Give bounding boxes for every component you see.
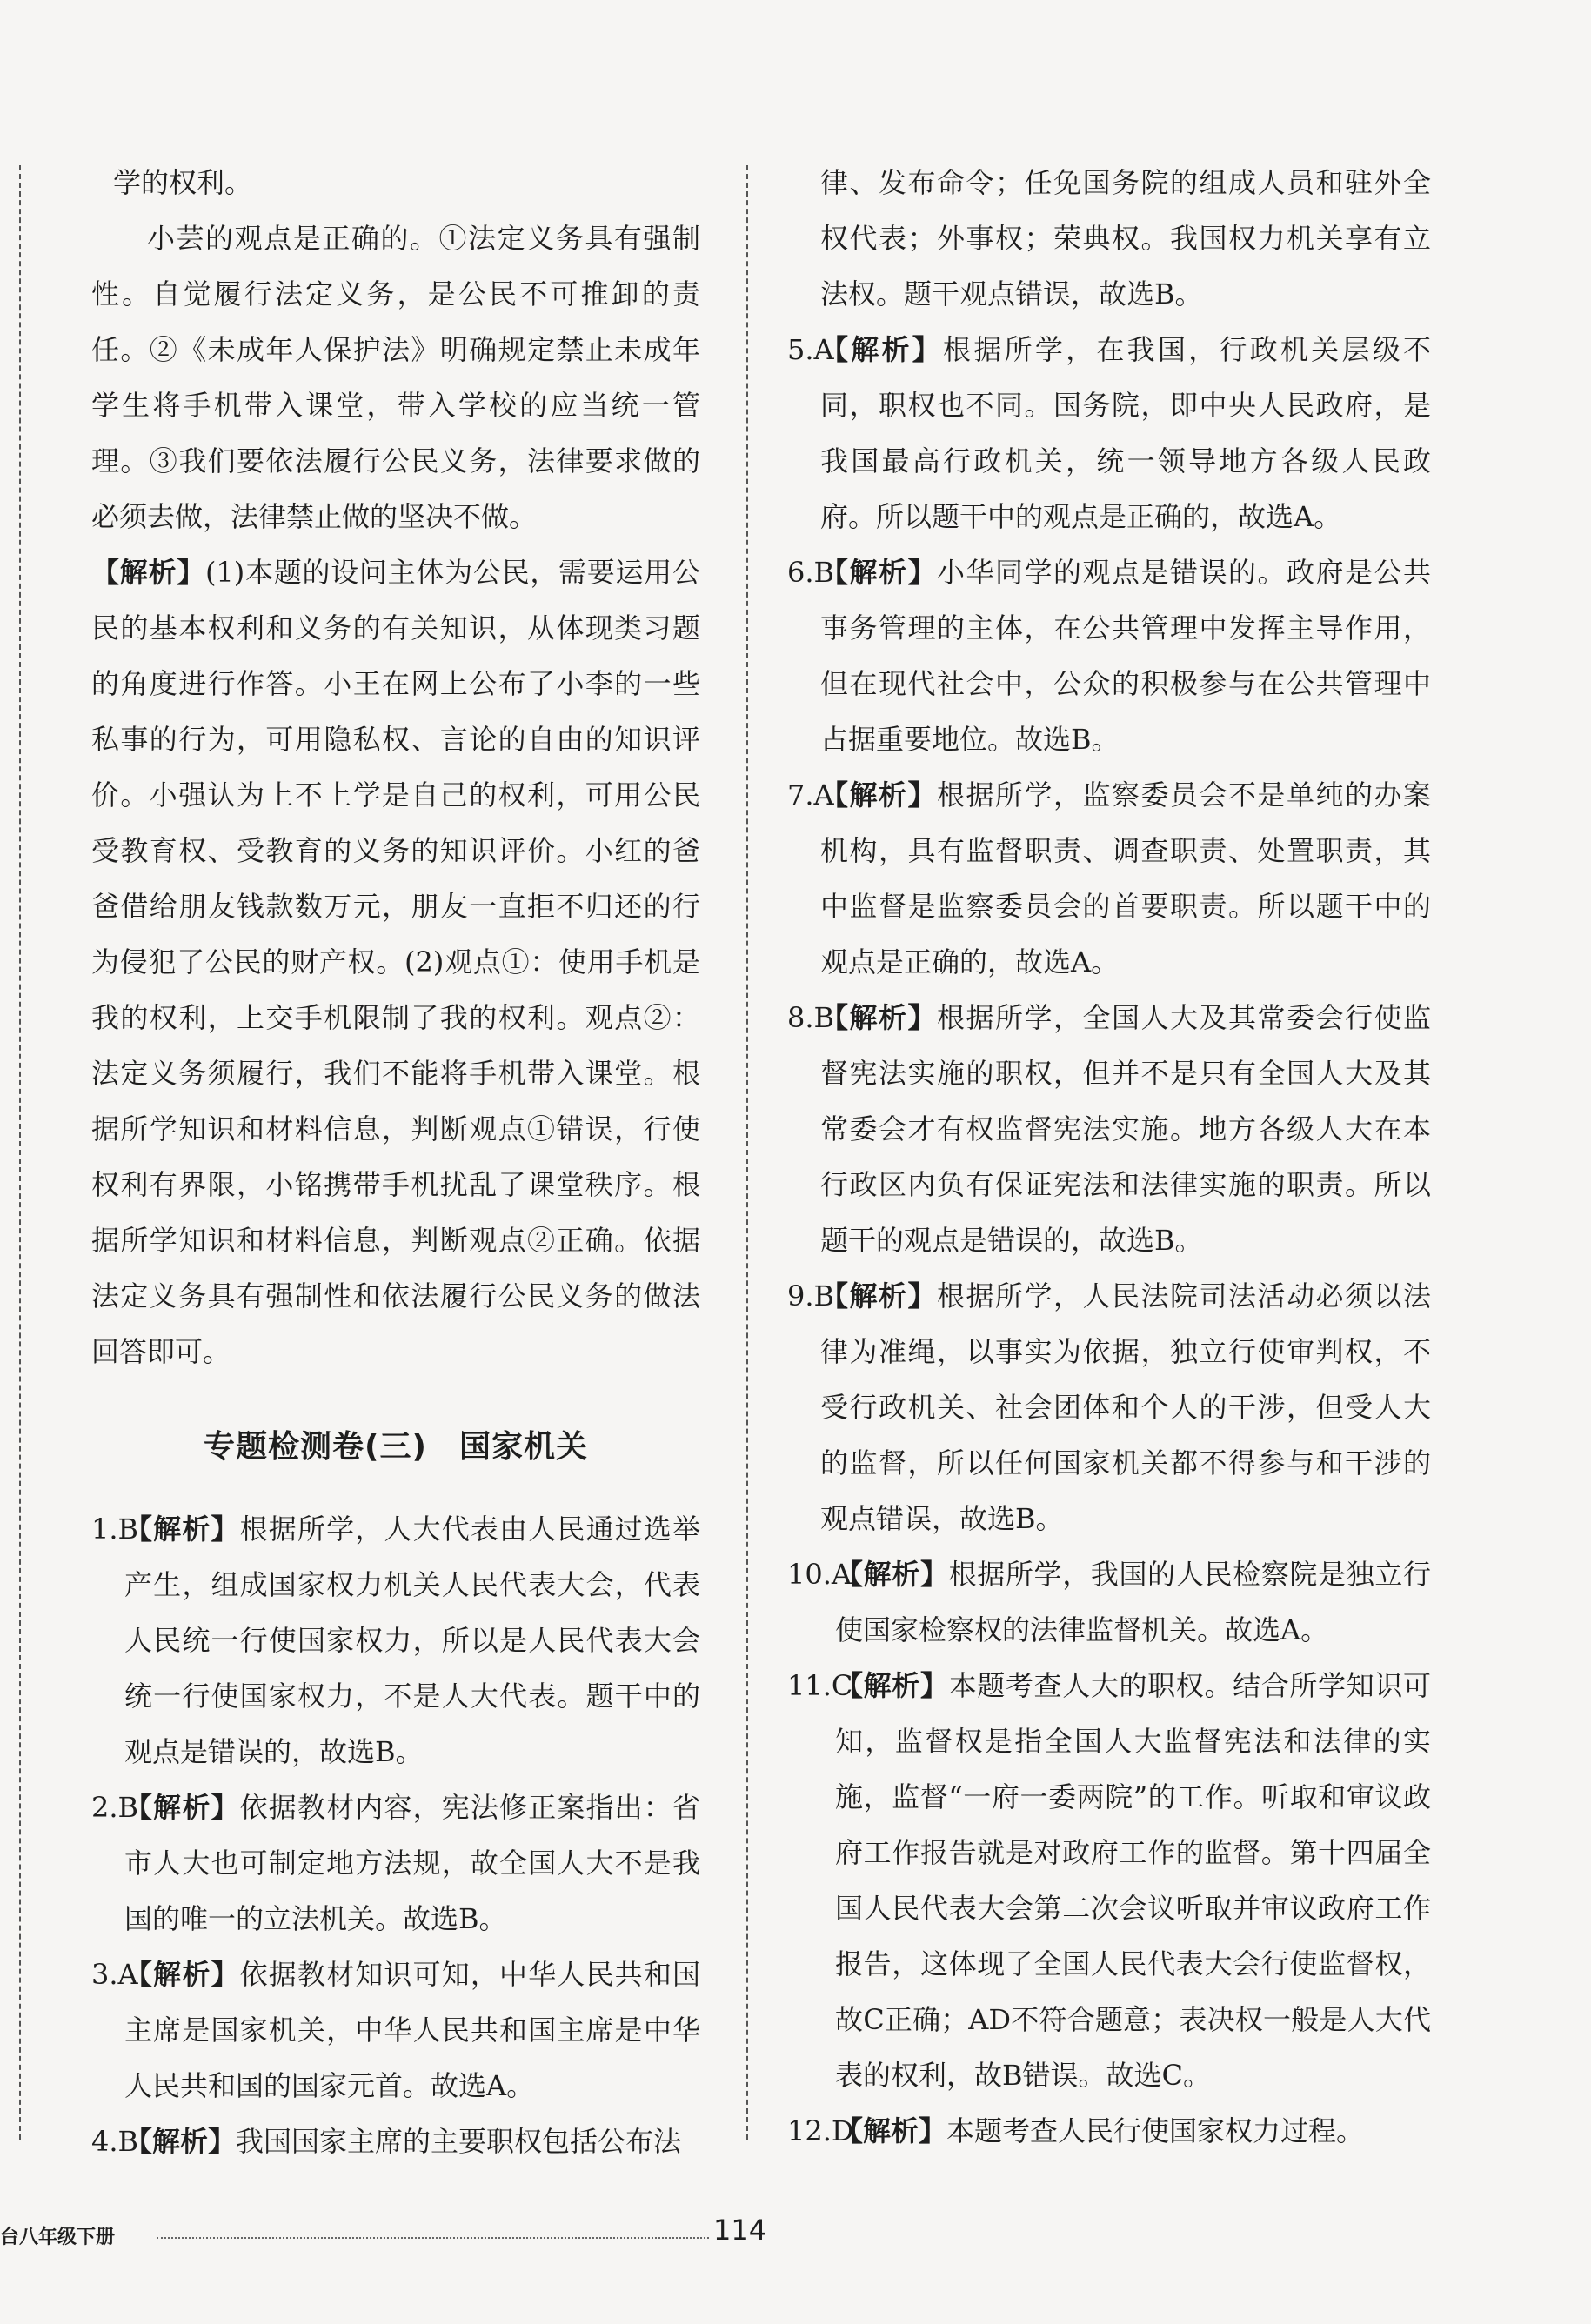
- answer-item-10: [787, 1546, 1431, 1658]
- item-text: 根据所学，在我国，行政机关层级不同，职权也不同。国务院，即中央人民政府，是我国最高行政机关，统一领导地方各级人民政府。所以题干中的观点是正确的，故选A。: [820, 333, 1431, 533]
- item-text: 本题考查人大的职权。结合所学知识可知，监督权是指全国人大监督宪法和法律的实施，监督“一府一委两院”的工作。听取和审议政府工作报告就是对政府工作的监督。第十四届全国人民代表大会第二次会议听取并审议政府工作报告，这体现了全国人民代表大会行使监督权，故C正确；AD不符合题意；表决权一般是人大代表的权利，故B错误。故选C。: [835, 1669, 1431, 2092]
- item-text: 根据所学，全国人大及其常委会行使监督宪法实施的职权，但并不是只有全国人大及其常委会才有权监督宪法实施。地方各级人大在本行政区内负有保证宪法和法律实施的职责。所以题干的观点是错误的，故选B。: [820, 1001, 1431, 1257]
- answer-item-9: [787, 1268, 1431, 1546]
- page-number: 114: [713, 2214, 767, 2247]
- item-text: 根据所学，人民法院司法活动必须以法律为准绳，以事实为依据，独立行使审判权，不受行政机关、社会团体和个人的干涉，但受人大的监督，所以任何国家机关都不得参与和干涉的观点错误，故选B。: [820, 1279, 1431, 1535]
- item-number: 8.B: [787, 1001, 835, 1034]
- column-divider: [746, 165, 748, 2140]
- item-number: 5.A: [787, 333, 834, 366]
- item-text: 根据所学，监察委员会不是单纯的办案机构，具有监督职责、调查职责、处置职责，其中监督是监察委员会的首要职责。所以题干中的观点是正确的，故选A。: [820, 778, 1431, 978]
- left-column: [91, 155, 700, 2169]
- analysis-label: 【解析】: [820, 778, 937, 811]
- item-text: 我国国家主席的主要职权包括公布法: [236, 2125, 682, 2158]
- answer-item-1: [91, 1501, 700, 1780]
- item-text: 小华同学的观点是错误的。政府是公共事务管理的主体，在公共管理中发挥主导作用，但在现代社会中，公众的积极参与在公共管理中占据重要地位。故选B。: [820, 556, 1431, 756]
- item-number: 1.B: [91, 1513, 139, 1546]
- item-number: 7.A: [787, 778, 834, 811]
- answer-item-8: [787, 990, 1431, 1268]
- analysis-label: 【解析】: [835, 1558, 949, 1591]
- analysis-label: 【解析】: [820, 333, 944, 366]
- book-label: 台八年级下册: [0, 2227, 116, 2248]
- answer-item-2: [91, 1780, 700, 1947]
- answer-item-7: [787, 767, 1431, 990]
- answer-item-4: [91, 2114, 700, 2169]
- continued-text: 学的权利。: [113, 166, 253, 199]
- answer-paragraph: 小芸的观点是正确的。①法定义务具有强制性。自觉履行法定义务，是公民不可推卸的责任。②《未成年人保护法》明确规定禁止未成年学生将手机带入课堂，带入学校的应当统一管理。③我们要依法履行公民义务，法律要求做的必须去做，法律禁止做的坚决不做。: [91, 222, 700, 533]
- item-text: 依据教材内容，宪法修正案指出：省市人大也可制定地方法规，故全国人大不是我国的唯一的立法机关。故选B。: [124, 1791, 700, 1935]
- item-number: 6.B: [787, 556, 835, 589]
- item-text: 本题考查人民行使国家权力过程。: [946, 2114, 1365, 2147]
- analysis-paragraph: [91, 544, 700, 1379]
- analysis-label: 【解析】: [124, 1513, 240, 1546]
- item-text: 依据教材知识可知，中华人民共和国主席是国家机关，中华人民共和国主席是中华人民共和国的国家元首。故选A。: [124, 1958, 700, 2102]
- continued-text: 律、发布命令；任免国务院的组成人员和驻外全权代表；外事权；荣典权。我国权力机关享有立法权。题干观点错误，故选B。: [820, 166, 1431, 311]
- answer-item-3: [91, 1947, 700, 2114]
- item-number: 3.A: [91, 1958, 138, 1991]
- analysis-label: 【解析】: [124, 1791, 240, 1824]
- item-text: 根据所学，人大代表由人民通过选举产生，组成国家权力机关人民代表大会，代表人民统一行使国家权力，所以是人民代表大会统一行使国家权力，不是人大代表。题干中的观点是错误的，故选B。: [124, 1513, 700, 1768]
- item-number: 2.B: [91, 1791, 139, 1824]
- item-number: 11.C: [787, 1669, 853, 1702]
- binding-margin-left: [19, 165, 21, 2140]
- answer-item-5: [787, 322, 1431, 544]
- analysis-label: 【解析】: [835, 1669, 949, 1702]
- item-text: 根据所学，我国的人民检察院是独立行使国家检察权的法律监督机关。故选A。: [835, 1558, 1431, 1646]
- analysis-label: 【解析】: [124, 1958, 240, 1991]
- analysis-label: 【解析】: [124, 2125, 237, 2158]
- analysis-label: 【解析】: [820, 556, 937, 589]
- analysis-label: 【解析】: [91, 556, 205, 589]
- item-number: 12.D: [787, 2114, 854, 2147]
- right-column: [787, 155, 1431, 2159]
- footer-leader-dots: [157, 2237, 709, 2239]
- analysis-text: (1)本题的设问主体为公民，需要运用公民的基本权利和义务的有关知识，从体现类习题的角度进行作答。小王在网上公布了小李的一些私事的行为，可用隐私权、言论的自由的知识评价。小强认为上不上学是自己的权利，可用公民受教育权、受教育的义务的知识评价。小红的爸爸借给朋友钱款数万元，朋友一直拒不归还的行为侵犯了公民的财产权。(2)观点①：使用手机是我的权利，上交手机限制了我的权利。观点②：法定义务须履行，我们不能将手机带入课堂。根据所学知识和材料信息，判断观点①错误，行使权利有界限，小铭携带手机扰乱了课堂秩序。根据所学知识和材料信息，判断观点②正确。依据法定义务具有强制性和依法履行公民义务的做法回答即可。: [91, 556, 700, 1368]
- answer-item-12: [787, 2103, 1431, 2159]
- section-title: 专题检测卷(三) 国家机关: [204, 1429, 588, 1465]
- item-number: 9.B: [787, 1279, 835, 1312]
- item-number: 4.B: [91, 2125, 139, 2158]
- analysis-label: 【解析】: [820, 1279, 937, 1312]
- answer-item-6: [787, 544, 1431, 767]
- analysis-label: 【解析】: [820, 1001, 937, 1034]
- analysis-label: 【解析】: [835, 2114, 947, 2147]
- item-number: 10.A: [787, 1558, 852, 1591]
- answer-item-11: [787, 1658, 1431, 2103]
